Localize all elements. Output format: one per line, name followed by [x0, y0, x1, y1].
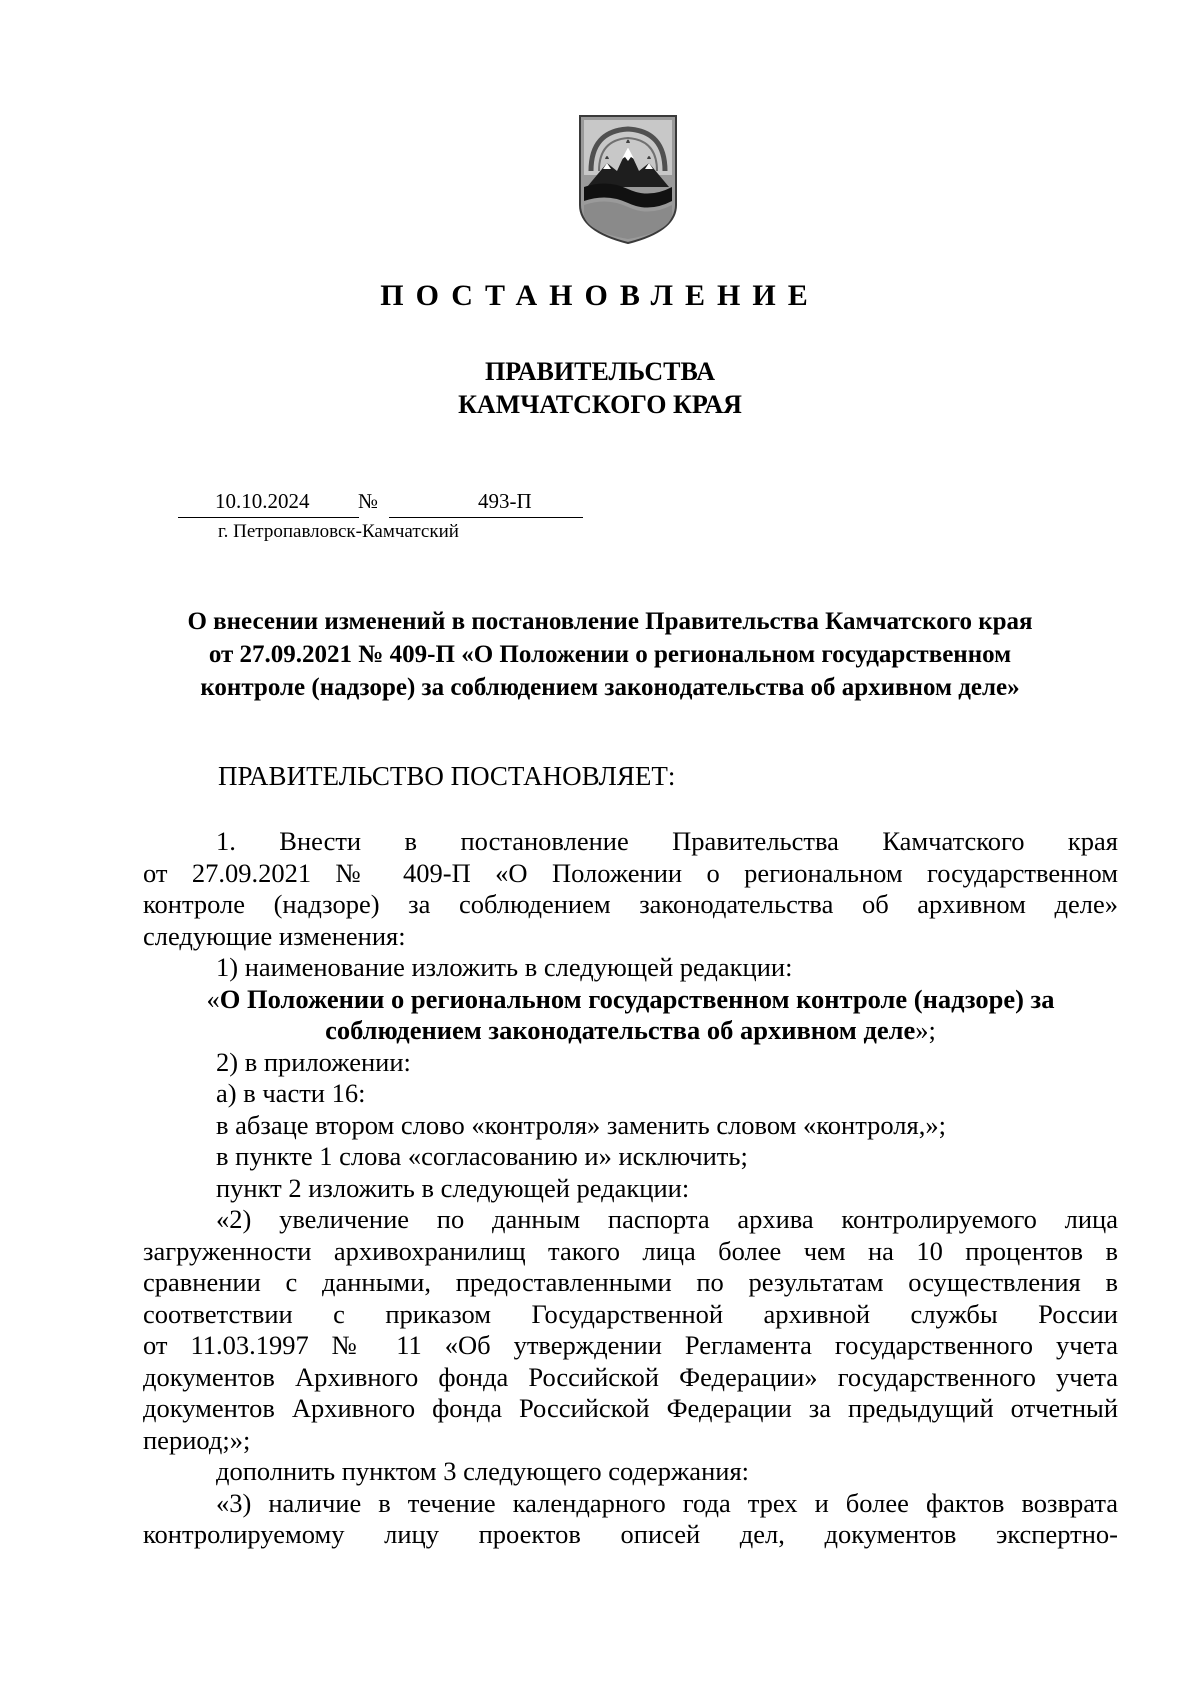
body-line: 2) в приложении:: [216, 1046, 411, 1077]
body-line: соответствии с приказом Государственной архивной службы России: [143, 1298, 1118, 1329]
subject-line-2: от 27.09.2021 № 409-П «О Положении о региональном государственном: [208, 641, 1012, 668]
document-subject: [130, 605, 1090, 704]
body-line: загруженности архивохранилищ такого лица более чем на 10 процентов в: [143, 1235, 1118, 1266]
body-line: документов Архивного фонда Российской Федерации» государственного учета: [143, 1361, 1118, 1392]
decree-heading: ПРАВИТЕЛЬСТВО ПОСТАНОВЛЯЕТ:: [218, 761, 676, 791]
kamchatka-coat-of-arms-icon: [577, 113, 679, 245]
body-line: в пункте 1 слова «согласованию и» исключить;: [216, 1141, 748, 1171]
issue-city: г. Петропавловск-Камчатский: [218, 521, 459, 542]
quoted-title-line-2: [143, 1015, 1118, 1047]
number-underline: [389, 517, 583, 518]
document-body: [143, 826, 1118, 1551]
body-line: «2) увеличение по данным паспорта архива контролируемого лица: [216, 1204, 1118, 1234]
body-line: от 11.03.1997 № 11 «Об утверждении Регламента государственного учета: [143, 1330, 1118, 1360]
body-line: а) в части 16:: [216, 1078, 366, 1108]
body-line: в абзаце втором слово «контроля» заменить словом «контроля,»;: [216, 1109, 946, 1140]
issuing-authority: [0, 355, 1200, 421]
quoted-title-bold-1: О Положении о региональном государственном контроле (надзоре) за: [219, 983, 1055, 1014]
body-line: «3) наличие в течение календарного года трех и более фактов возврата: [216, 1487, 1118, 1518]
body-line: период;»;: [143, 1424, 251, 1455]
body-line: контролируемому лицу проектов описей дел, документов экспертно-: [143, 1519, 1118, 1549]
authority-line-1: ПРАВИТЕЛЬСТВА: [485, 357, 715, 386]
body-line: документов Архивного фонда Российской Федерации за предыдущий отчетный: [143, 1393, 1118, 1423]
document-number: 493-П: [478, 489, 532, 513]
date-underline: [178, 517, 359, 518]
number-sign: №: [358, 489, 379, 513]
body-line: контроле (надзоре) за соблюдением законодательства об архивном деле»: [143, 889, 1118, 919]
body-line: пункт 2 изложить в следующей редакции:: [216, 1172, 690, 1203]
quoted-title-line-1: [143, 984, 1118, 1016]
body-line: от 27.09.2021 № 409-П «О Положении о региональном государственном: [143, 857, 1118, 888]
document-type-title: ПОСТАНОВЛЕНИЕ: [380, 279, 820, 312]
quoted-title-bold-2: соблюдением законодательства об архивном деле: [325, 1015, 916, 1045]
body-line: сравнении с данными, предоставленными по результатам осуществления в: [143, 1267, 1118, 1297]
subject-line-3: контроле (надзоре) за соблюдением законодательства об архивном деле»: [200, 674, 1020, 701]
quote-close: »;: [915, 1015, 936, 1045]
body-line: 1. Внести в постановление Правительства Камчатского края: [216, 826, 1118, 856]
subject-line-1: О внесении изменений в постановление Правительства Камчатского края: [187, 608, 1033, 635]
document-date: 10.10.2024: [215, 489, 310, 513]
authority-line-2: КАМЧАТСКОГО КРАЯ: [458, 390, 742, 419]
quote-open: «: [206, 983, 220, 1014]
body-line: 1) наименование изложить в следующей редакции:: [216, 952, 793, 982]
body-line: следующие изменения:: [143, 920, 406, 951]
body-line: дополнить пунктом 3 следующего содержания:: [216, 1456, 749, 1486]
